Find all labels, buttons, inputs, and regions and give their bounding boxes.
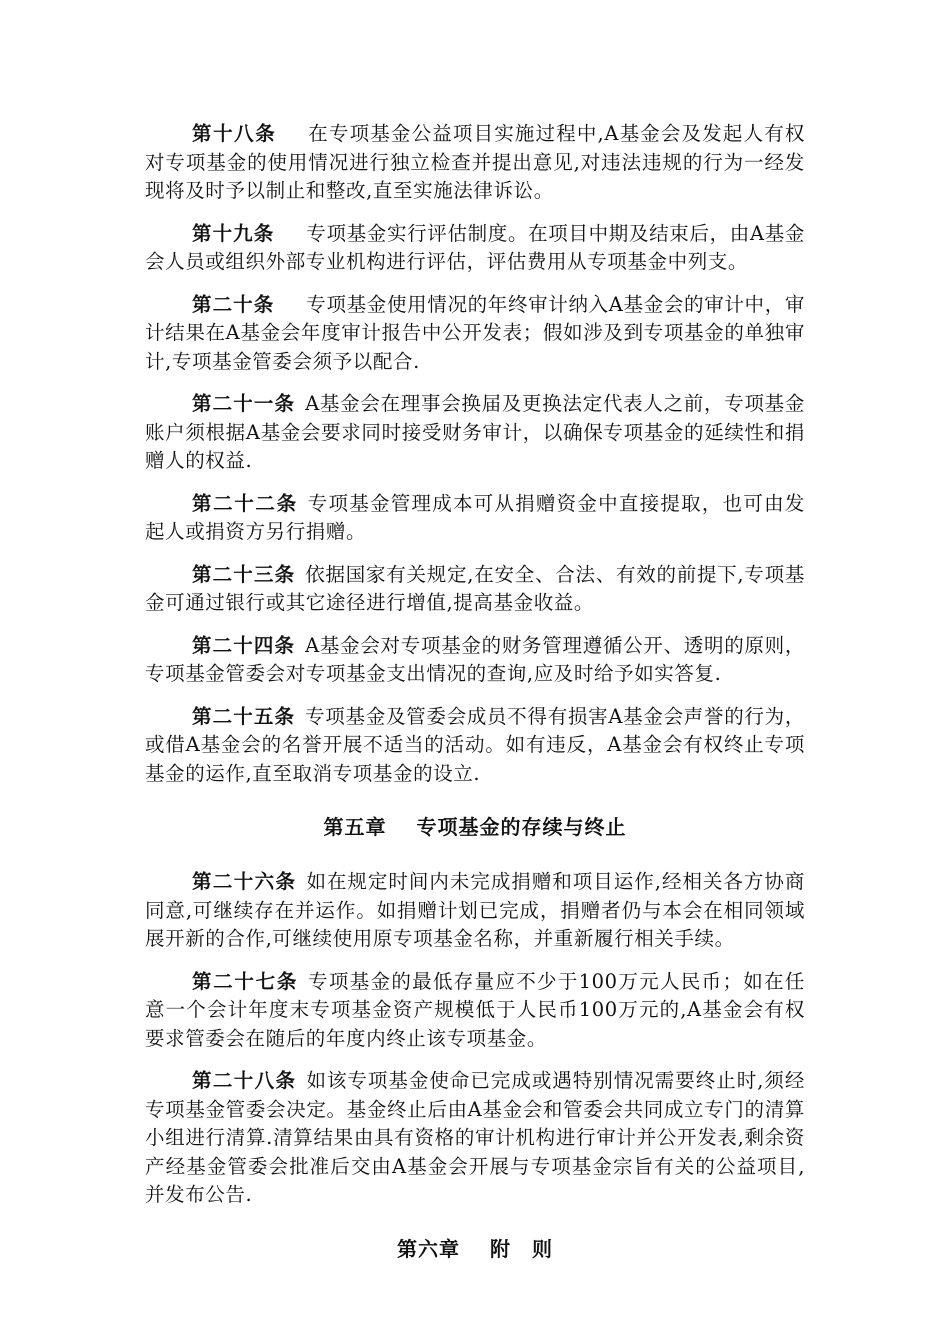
article-title: 第二十二条: [192, 491, 298, 515]
article-27: [145, 968, 805, 1054]
article-19: [145, 220, 805, 277]
article-25: [145, 703, 805, 789]
article-title: 第二十三条: [192, 562, 296, 586]
document-page: [145, 120, 805, 1290]
article-title: 第十八条: [192, 122, 277, 145]
article-title: 第二十八条: [192, 1069, 297, 1092]
article-23: [145, 561, 805, 618]
article-28: [145, 1067, 805, 1210]
chapter-number: 第五章: [323, 815, 387, 839]
article-text: 如在规定时间内未完成捐赠和项目运作,经相关各方协商同意,可继续存在并运作。如捐赠计划已完成，捐赠者仍与本会在相同领域展开新的合作,可继续使用原专项基金名称，并重新履行相关手续。: [145, 870, 805, 950]
article-text: 专项基金使用情况的年终审计纳入A基金会的审计中，审计结果在A基金会年度审计报告中公开发表；假如涉及到专项基金的单独审计,专项基金管委会须予以配合.: [145, 292, 805, 373]
article-text: 专项基金实行评估制度。在项目中期及结束后，由A基金会人员或组织外部专业机构进行评估，评估费用从专项基金中列支。: [145, 221, 805, 273]
article-20: [145, 291, 805, 377]
article-title: 第二十五条: [192, 704, 296, 728]
article-21: [145, 390, 805, 476]
article-text: 专项基金管理成本可从捐赠资金中直接提取，也可由发起人或捐资方另行捐赠。: [145, 491, 805, 543]
chapter-6-heading: [145, 1234, 805, 1264]
article-18: [145, 120, 805, 206]
article-title: 第二十四条: [192, 633, 296, 657]
article-text: 专项基金及管委会成员不得有损害A基金会声誉的行为，或借A基金会的名誉开展不适当的活动。如有违反，A基金会有权终止专项基金的运作,直至取消专项基金的设立.: [145, 704, 805, 785]
article-text: 在专项基金公益项目实施过程中,A基金会及发起人有权对专项基金的使用情况进行独立检查并提出意见,对违法违规的行为一经发现将及时予以制止和整改,直至实施法律诉讼。: [145, 122, 805, 202]
article-24: [145, 632, 805, 689]
article-title: 第十九条: [192, 221, 275, 245]
chapter-title: 附 则: [490, 1236, 553, 1261]
article-title: 第二十七条: [192, 969, 299, 993]
article-text: A基金会对专项基金的财务管理遵循公开、透明的原则，专项基金管委会对专项基金支出情况的查询,应及时给予如实答复.: [145, 633, 805, 685]
article-text: A基金会在理事会换届及更换法定代表人之前，专项基金账户须根据A基金会要求同时接受财务审计，以确保专项基金的延续性和捐赠人的权益.: [145, 392, 805, 472]
article-26: [145, 868, 805, 954]
chapter-5-heading: [145, 812, 805, 842]
article-text: 如该专项基金使命已完成或遇特别情况需要终止时,须经专项基金管委会决定。基金终止后由A基金会和管委会共同成立专门的清算小组进行清算.清算结果由具有资格的审计机构进行审计并公开发表,剩余资产经基金管委会批准后交由A基金会开展与专项基金宗旨有关的公益项目,并发布公告.: [145, 1069, 805, 1206]
article-22: [145, 490, 805, 547]
article-title: 第二十一条: [192, 392, 296, 415]
article-title: 第二十条: [192, 292, 275, 316]
article-text: 专项基金的最低存量应不少于100万元人民币；如在任意一个会计年度末专项基金资产规模低于人民币100万元的,A基金会有权要求管委会在随后的年度内终止该专项基金。: [145, 969, 805, 1050]
article-text: 依据国家有关规定,在安全、合法、有效的前提下,专项基金可通过银行或其它途径进行增值,提高基金收益。: [145, 562, 805, 614]
article-title: 第二十六条: [192, 870, 297, 893]
chapter-number: 第六章: [397, 1236, 460, 1261]
chapter-title: 专项基金的存续与终止: [416, 815, 627, 839]
